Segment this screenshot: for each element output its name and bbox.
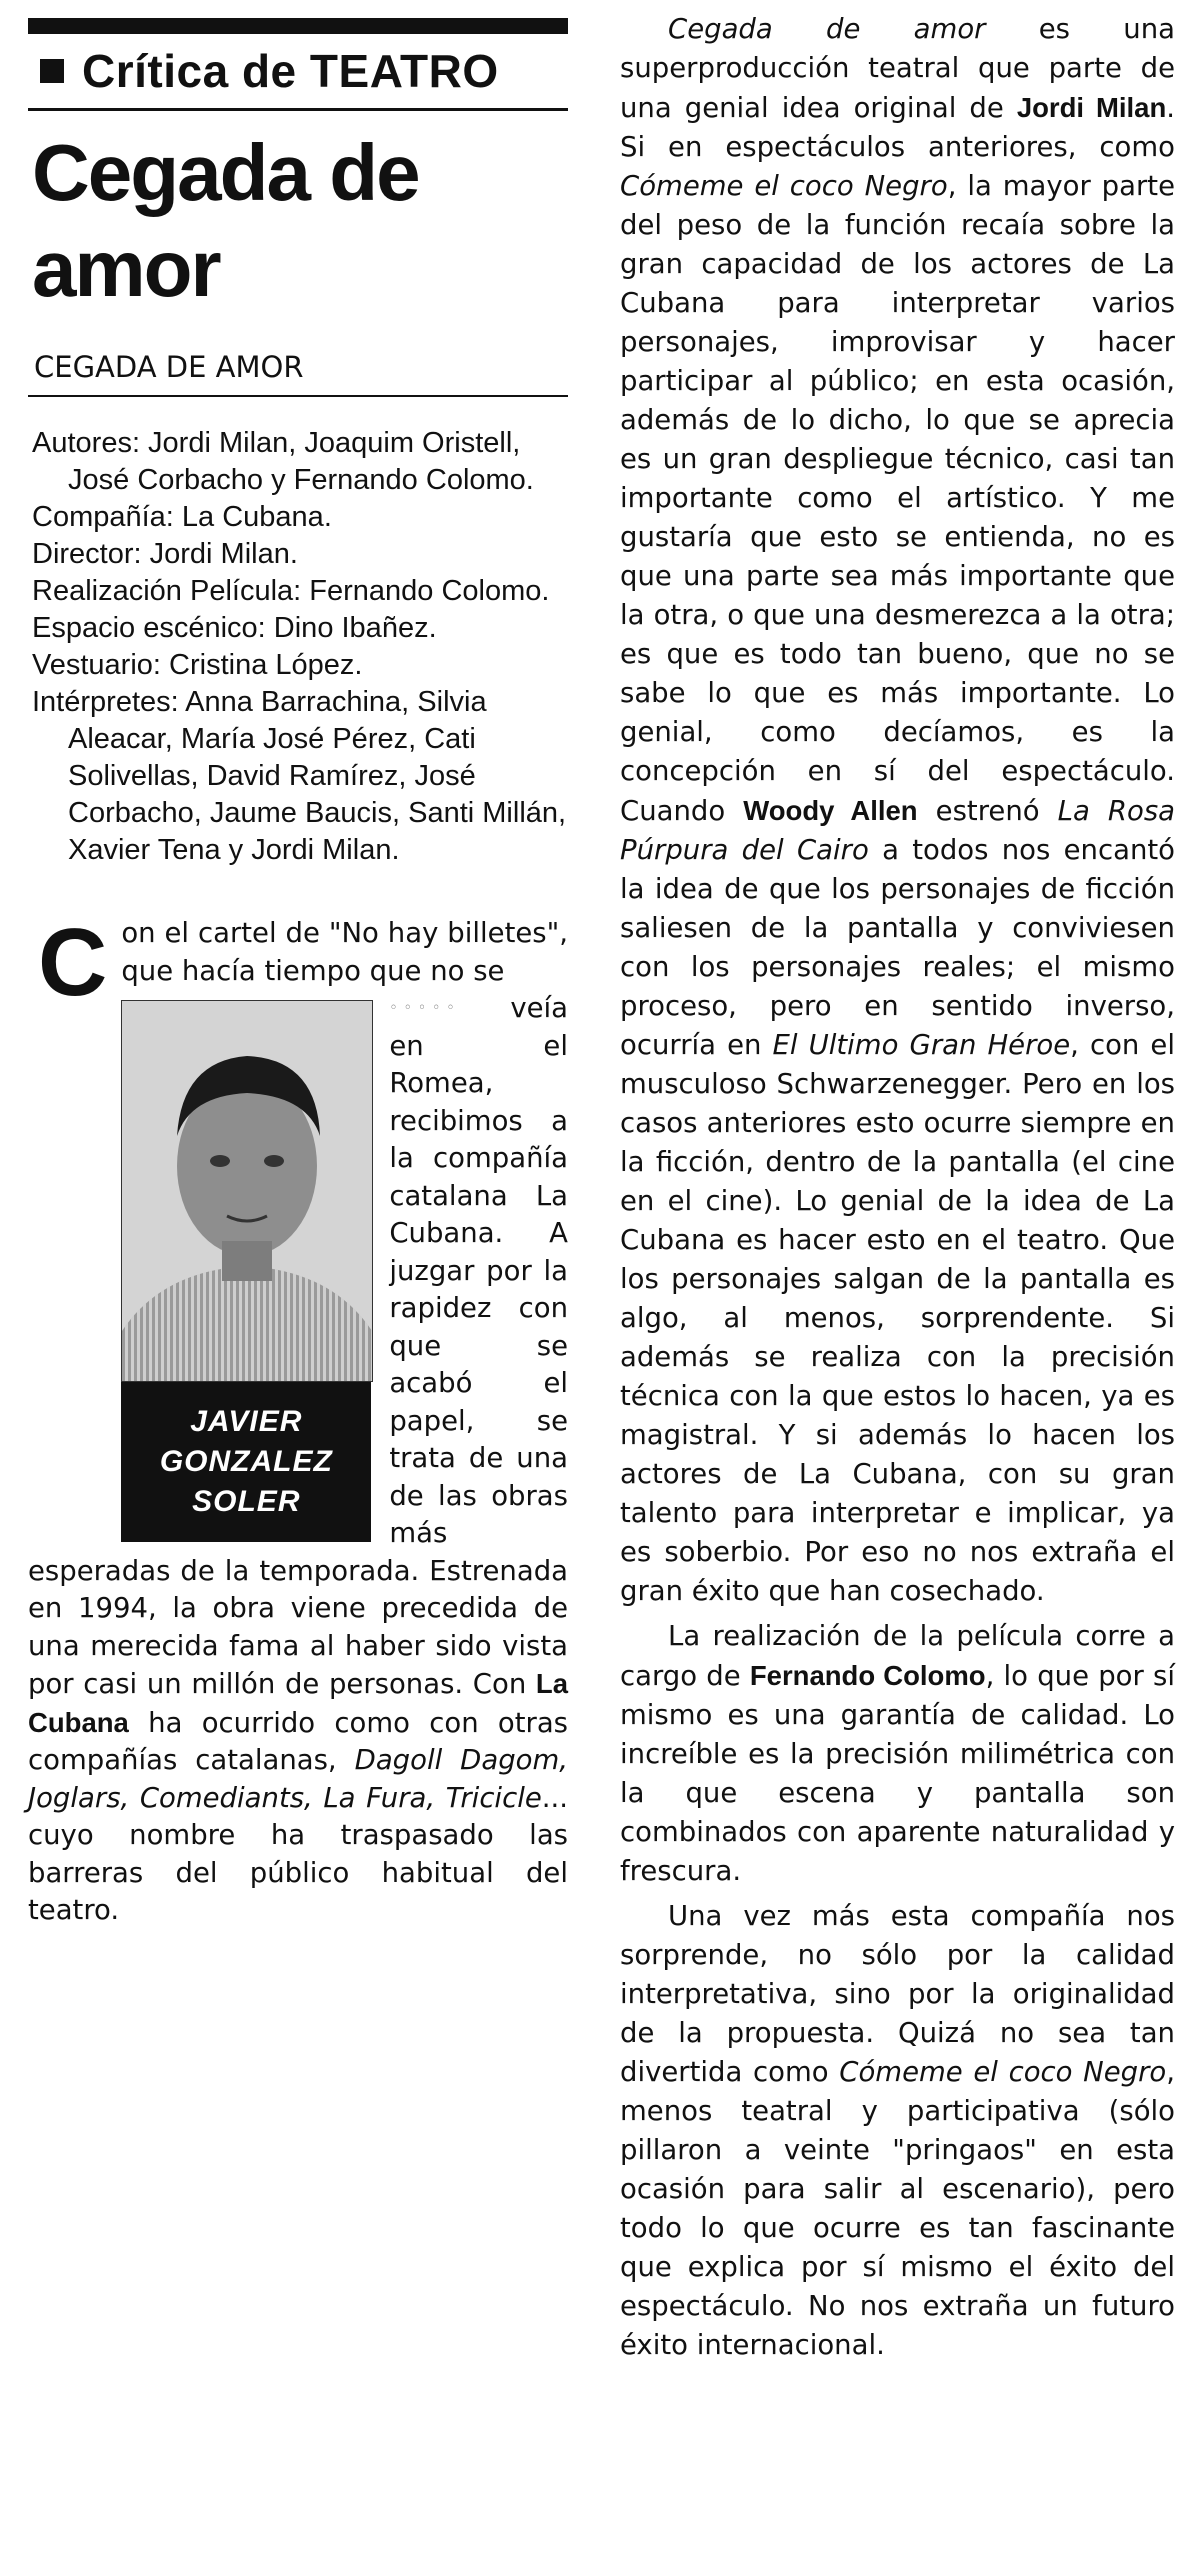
p1-text-d: estrenó <box>917 795 1058 827</box>
square-bullet-icon <box>40 59 64 83</box>
byline-line-1: JAVIER <box>190 1405 303 1438</box>
lead-article <box>28 909 569 1930</box>
p2-text-b: , lo que por sí mismo es una garantía de calidad. Lo increíble es la precisión milimétrica con la que escena y pantalla son combinados con aparente naturalidad y frescura. <box>620 1660 1175 1887</box>
p3-italic-show: Cómeme el coco Negro <box>839 2056 1167 2088</box>
byline-line-2: GONZALEZ <box>159 1445 333 1478</box>
p1-bold-woody-allen: Woody Allen <box>743 795 918 826</box>
p3-text-a: Una vez más esta compañía nos sorprende, no sólo por la calidad interpretativa, sino por la originalidad de la propuesta. Quizá no sea tan divertida como <box>620 1900 1175 2088</box>
credit-authors: Autores: Jordi Milan, Joaquim Oristell, José Corbacho y Fernando Colomo. <box>32 427 534 496</box>
lead-text-a: on el cartel de "No hay billetes", que hacía tiempo que no se <box>121 917 568 987</box>
author-byline <box>121 1382 371 1542</box>
paragraph-1 <box>620 10 1175 1611</box>
p1-text-a: es una superproducción teatral que parte de una genial idea original de <box>620 13 1175 124</box>
credit-company: Compañía: La Cubana. <box>32 501 332 533</box>
credit-director: Director: Jordi Milan. <box>32 538 298 570</box>
p1-bold-director: Jordi Milan <box>1016 92 1167 123</box>
credit-costume: Vestuario: Cristina López. <box>32 649 363 681</box>
author-portrait-box <box>121 1000 371 1540</box>
lead-text-d: ... cuyo nombre ha traspasado las barreras del público habitual del teatro. <box>28 1781 568 1927</box>
p2-text-a: La realización de la película corre a cargo de <box>620 1620 1175 1692</box>
byline-line-3: SOLER <box>192 1485 301 1518</box>
headline: Cegada de amor <box>32 128 419 313</box>
credits-block <box>28 425 568 869</box>
lead-bold-company: La Cubana <box>28 1668 568 1738</box>
p1-text-c: , la mayor parte del peso de la función recaía sobre la gran capacidad de los actores de La Cubana para interpretar varios personajes, improvisar y hacer participar al público; en esta ocasión, además de lo dicho, lo que se aprecia es un gran despliegue técnico, casi tan importante como el artístico. Y me gustaría que esto se entienda, no es que una parte sea más importante que la otra, o que una desmerezca a la otra; es que es todo tan bueno, que no se sabe lo que es más importante. Lo genial, como decíamos, es la concepción en sí del espectáculo. Cuando <box>620 170 1175 827</box>
credit-film: Realización Película: Fernando Colomo. <box>32 575 550 607</box>
p1-italic-film-1: La Rosa Púrpura del Cairo <box>620 795 1175 866</box>
lead-text-b: veía en el Romea, recibimos a la compañía catalana La Cubana. A juzgar por la rapidez con que se acabó el papel, se trata de una de las obras más esperadas de la temporada. Estrenada en 1994, la obra viene precedida de una merecida fama al haber sido vista por casi un millón de personas. Con <box>28 992 568 1701</box>
top-rule <box>28 18 568 34</box>
section-header <box>28 34 568 111</box>
p1-text-e: a todos nos encantó la idea de que los personajes de ficción saliesen de la pantalla y conviviesen con los personajes reales; el mismo proceso, pero en sentido inverso, ocurría en <box>620 834 1175 1061</box>
p1-italic-film-2: El Ultimo Gran Héroe <box>772 1029 1071 1061</box>
author-photo <box>121 1000 373 1382</box>
p1-italic-title: Cegada de amor <box>668 13 986 45</box>
p1-text-f: , con el musculoso Schwarzenegger. Pero en los casos anteriores esto ocurre siempre en la ficción, dentro de la pantalla (el cine en el cine). Lo genial de la idea de La Cubana es hacer esto en el teatro. Que los personajes salgan de la pantalla es algo, al menos, sorprendente. Si además se realiza con la precisión técnica con la que estos lo hacen, ya es magistral. Y si además lo hacen los actores de La Cubana, con su gran talento para interpretar e implicar, ya es soberbio. Por eso no nos extraña el gran éxito que han cosechado. <box>620 1029 1175 1607</box>
portrait-silhouette-icon <box>122 1001 372 1381</box>
p1-text-b: . Si en espectáculos anteriores, como <box>620 92 1176 163</box>
p2-bold-film-director: Fernando Colomo <box>749 1660 986 1691</box>
drop-cap: C <box>38 909 108 1016</box>
lead-italic-companies: Dagoll Dagom, Joglars, Comediants, La Fura, Tricicle <box>28 1744 569 1814</box>
lead-text-c: ha ocurrido como con otras compañías catalanas, <box>28 1706 568 1777</box>
subhead: CEGADA DE AMOR <box>34 350 304 384</box>
credit-stage: Espacio escénico: Dino Ibañez. <box>32 612 437 644</box>
p1-italic-previous-show: Cómeme el coco Negro <box>620 170 948 202</box>
p3-text-b: , menos teatral y participativa (sólo pillaron a veinte "pringaos" en esta ocasión para salir al escenario), pero todo lo que ocurre es tan fascinante que explica por sí mismo el éxito del espectáculo. No nos extraña un futuro éxito internacional. <box>620 2056 1175 2361</box>
section-label: Crítica de TEATRO <box>82 45 499 97</box>
dots-ornament-icon: ◦◦◦◦◦ <box>389 1000 461 1017</box>
subhead-rule <box>28 395 568 397</box>
paragraph-2 <box>620 1617 1175 1891</box>
right-column <box>620 10 1175 2371</box>
left-column <box>28 18 568 1930</box>
paragraph-3 <box>620 1897 1175 2365</box>
credit-cast: Intérpretes: Anna Barrachina, Silvia Aleacar, María José Pérez, Cati Solivellas, David Ramírez, José Corbacho, Jaume Baucis, Santi Millán, Xavier Tena y Jordi Milan. <box>32 686 567 866</box>
